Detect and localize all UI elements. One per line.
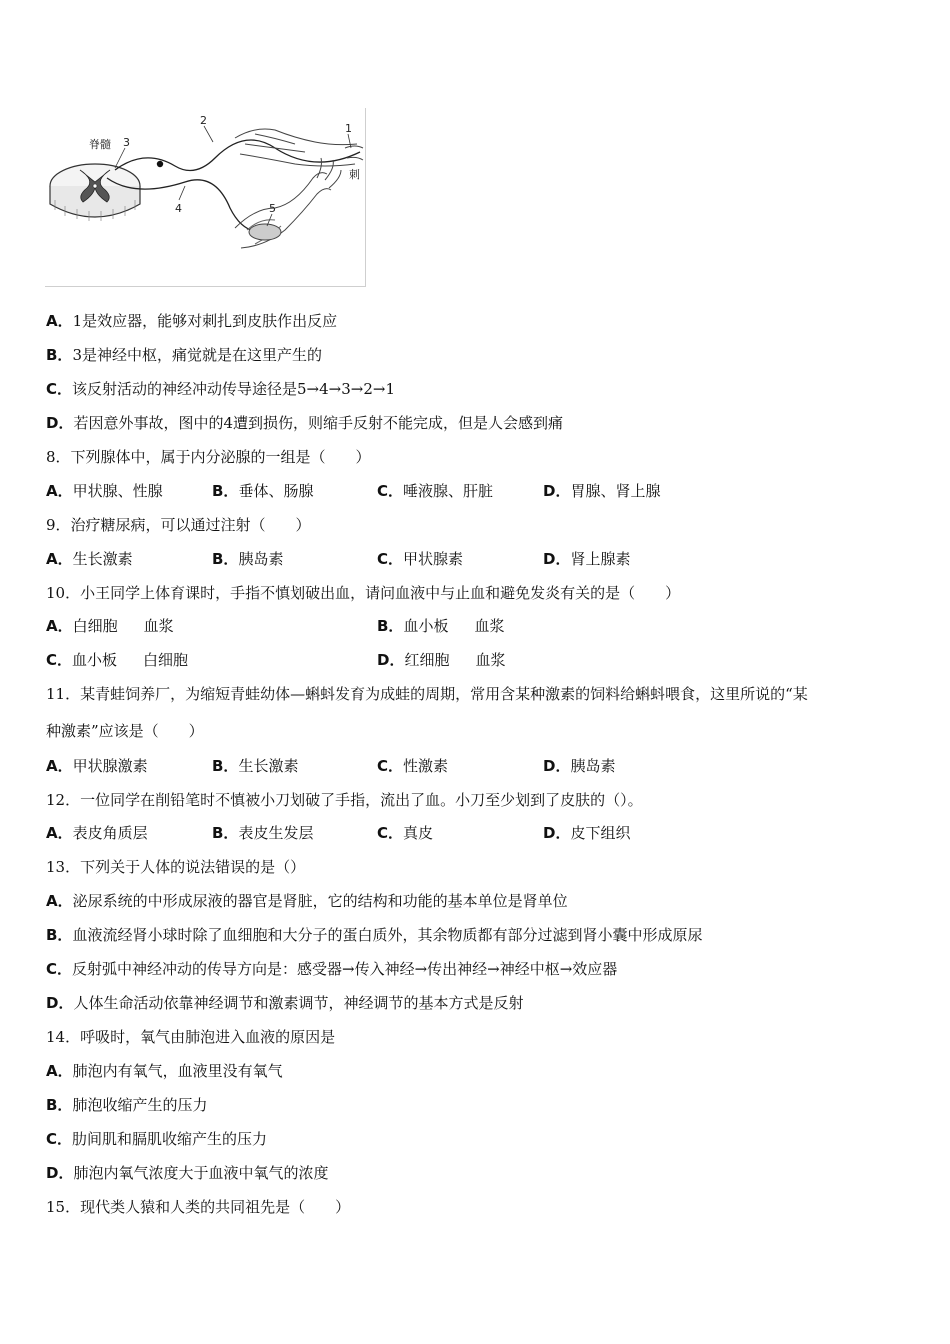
- label-stimulus: 刺: [349, 168, 360, 181]
- option-text: 肋间肌和膈肌收缩产生的压力: [72, 1130, 268, 1148]
- option-label: D．: [46, 414, 74, 432]
- q11-stem-line2: 种激素”应该是（ ）: [46, 722, 204, 740]
- option-text: 甲状腺激素: [72, 757, 148, 775]
- q8-option-d: [543, 481, 660, 501]
- option-label: A．: [46, 1062, 73, 1080]
- q13-option-b: [46, 925, 702, 945]
- option-text: 垂体、肠腺: [238, 482, 314, 500]
- label-1-leader: [348, 134, 351, 148]
- q7-option-b: [46, 345, 322, 365]
- q7-option-c: [46, 379, 395, 399]
- option-text: 甲状腺、性腺: [72, 482, 163, 500]
- q10-option-d: [377, 650, 505, 670]
- option-label: C．: [377, 482, 404, 500]
- option-label: A．: [46, 892, 73, 910]
- option-text-first: 白细胞: [72, 617, 118, 635]
- reflex-arc-diagram: [45, 108, 365, 286]
- q8-option-c: [377, 481, 493, 501]
- option-text: 表皮角质层: [72, 824, 148, 842]
- q11-stem-line1: 11．某青蛙饲养厂，为缩短青蛙幼体—蝌蚪发育为成蛙的周期，常用含某种激素的饲料给蝌蚪喂食，这里所说的“某: [46, 685, 808, 703]
- option-text-first: 红细胞: [404, 651, 450, 669]
- option-text: 泌尿系统的中形成尿液的器官是肾脏，它的结构和功能的基本单位是肾单位: [72, 892, 568, 910]
- option-label: D．: [46, 994, 74, 1012]
- nerve-point-marker: [157, 161, 163, 167]
- option-text: 该反射活动的神经冲动传导途径是5→4→3→2→1: [72, 380, 396, 398]
- q14-stem: 14．呼吸时，氧气由肺泡进入血液的原因是: [46, 1028, 336, 1046]
- option-label: B．: [212, 757, 239, 775]
- option-label: A．: [46, 617, 73, 635]
- label-5: 5: [269, 202, 276, 215]
- q14-option-c: [46, 1129, 267, 1149]
- q14-option-b: [46, 1095, 207, 1115]
- option-text: 胰岛素: [570, 757, 616, 775]
- label-2: 2: [200, 114, 207, 127]
- option-label: B．: [212, 824, 239, 842]
- option-label: B．: [46, 346, 73, 364]
- q12-option-b: [212, 823, 313, 843]
- q7-option-a: [46, 311, 337, 331]
- option-text-second: 血浆: [474, 617, 505, 635]
- option-text: 胰岛素: [238, 550, 284, 568]
- option-text: 甲状腺素: [403, 550, 464, 568]
- option-text: 表皮生发层: [238, 824, 314, 842]
- q10-option-a: [46, 616, 174, 636]
- q14-option-a: [46, 1061, 283, 1081]
- q8-option-a: [46, 481, 163, 501]
- option-text: 胃腺、肾上腺: [570, 482, 661, 500]
- q12-stem: 12．一位同学在削铅笔时不慎被小刀划破了手指，流出了血。小刀至少划到了皮肤的（）。: [46, 791, 643, 809]
- option-text: 反射弧中神经冲动的传导方向是：感受器→传入神经→传出神经→神经中枢→效应器: [72, 960, 618, 978]
- q8-stem: 8．下列腺体中，属于内分泌腺的一组是（ ）: [46, 448, 371, 466]
- option-label: C．: [377, 757, 404, 775]
- q9-option-c: [377, 549, 463, 569]
- option-label: D．: [543, 757, 571, 775]
- option-text-second: 血浆: [475, 651, 506, 669]
- option-label: D．: [543, 482, 571, 500]
- label-1: 1: [345, 122, 352, 135]
- option-text-second: 血浆: [143, 617, 174, 635]
- option-label: C．: [46, 380, 73, 398]
- option-label: C．: [46, 651, 73, 669]
- option-text-second: 白细胞: [143, 651, 189, 669]
- option-text: 人体生命活动依靠神经调节和激素调节，神经调节的基本方式是反射: [73, 994, 524, 1012]
- q7-option-d: [46, 413, 563, 433]
- q13-option-d: [46, 993, 523, 1013]
- option-label: B．: [212, 482, 239, 500]
- q9-stem: 9．治疗糖尿病，可以通过注射（ ）: [46, 516, 311, 534]
- option-label: A．: [46, 482, 73, 500]
- q11-option-c: [377, 756, 448, 776]
- option-text: 真皮: [403, 824, 434, 842]
- q11-option-a: [46, 756, 148, 776]
- option-text: 若因意外事故，图中的4遭到损伤，则缩手反射不能完成，但是人会感到痛: [73, 414, 563, 432]
- option-label: A．: [46, 312, 73, 330]
- q12-option-c: [377, 823, 433, 843]
- q12-option-a: [46, 823, 148, 843]
- option-text: 唾液腺、肝脏: [403, 482, 494, 500]
- option-label: B．: [46, 1096, 73, 1114]
- option-label: C．: [377, 550, 404, 568]
- reflex-arc-figure: [45, 108, 366, 287]
- option-text: 肺泡内有氧气，血液里没有氧气: [72, 1062, 283, 1080]
- q13-option-c: [46, 959, 617, 979]
- option-label: D．: [377, 651, 405, 669]
- option-label: A．: [46, 550, 73, 568]
- option-label: B．: [377, 617, 404, 635]
- option-label: D．: [543, 824, 571, 842]
- option-text: 肺泡收缩产生的压力: [72, 1096, 208, 1114]
- option-label: C．: [46, 960, 73, 978]
- q13-stem: 13．下列关于人体的说法错误的是（）: [46, 858, 306, 876]
- option-text: 1是效应器，能够对刺扎到皮肤作出反应: [72, 312, 338, 330]
- label-3: 3: [123, 136, 130, 149]
- option-label: B．: [212, 550, 239, 568]
- option-text-first: 血小板: [403, 617, 449, 635]
- option-label: C．: [377, 824, 404, 842]
- option-text-first: 血小板: [72, 651, 118, 669]
- option-text: 血液流经肾小球时除了血细胞和大分子的蛋白质外，其余物质都有部分过滤到肾小囊中形成原尿: [72, 926, 703, 944]
- label-4: 4: [175, 202, 182, 215]
- q11-option-b: [212, 756, 298, 776]
- option-text: 生长激素: [238, 757, 299, 775]
- q11-option-d: [543, 756, 615, 776]
- q9-option-a: [46, 549, 133, 569]
- q10-stem: 10．小王同学上体育课时，手指不慎划破出血，请问血液中与止血和避免发炎有关的是（ ）: [46, 584, 681, 602]
- label-2-leader: [204, 126, 213, 142]
- label-4-leader: [179, 186, 185, 200]
- spinal-cord-drawing: [50, 164, 140, 221]
- option-label: D．: [543, 550, 571, 568]
- option-label: B．: [46, 926, 73, 944]
- option-text: 3是神经中枢，痛觉就是在这里产生的: [72, 346, 322, 364]
- arm-drawing: [235, 129, 363, 248]
- q15-stem: 15．现代类人猿和人类的共同祖先是（ ）: [46, 1198, 351, 1216]
- option-label: D．: [46, 1164, 74, 1182]
- q10-option-c: [46, 650, 188, 670]
- option-text: 皮下组织: [570, 824, 631, 842]
- q8-option-b: [212, 481, 313, 501]
- option-text: 肾上腺素: [570, 550, 631, 568]
- q9-option-b: [212, 549, 283, 569]
- q10-option-b: [377, 616, 504, 636]
- label-spinal-cord: 脊髓: [89, 138, 111, 151]
- q13-option-a: [46, 891, 568, 911]
- option-label: C．: [46, 1130, 73, 1148]
- option-text: 生长激素: [72, 550, 133, 568]
- q14-option-d: [46, 1163, 328, 1183]
- option-label: A．: [46, 824, 73, 842]
- option-text: 肺泡内氧气浓度大于血液中氧气的浓度: [73, 1164, 329, 1182]
- option-label: A．: [46, 757, 73, 775]
- q9-option-d: [543, 549, 630, 569]
- option-text: 性激素: [403, 757, 449, 775]
- q12-option-d: [543, 823, 630, 843]
